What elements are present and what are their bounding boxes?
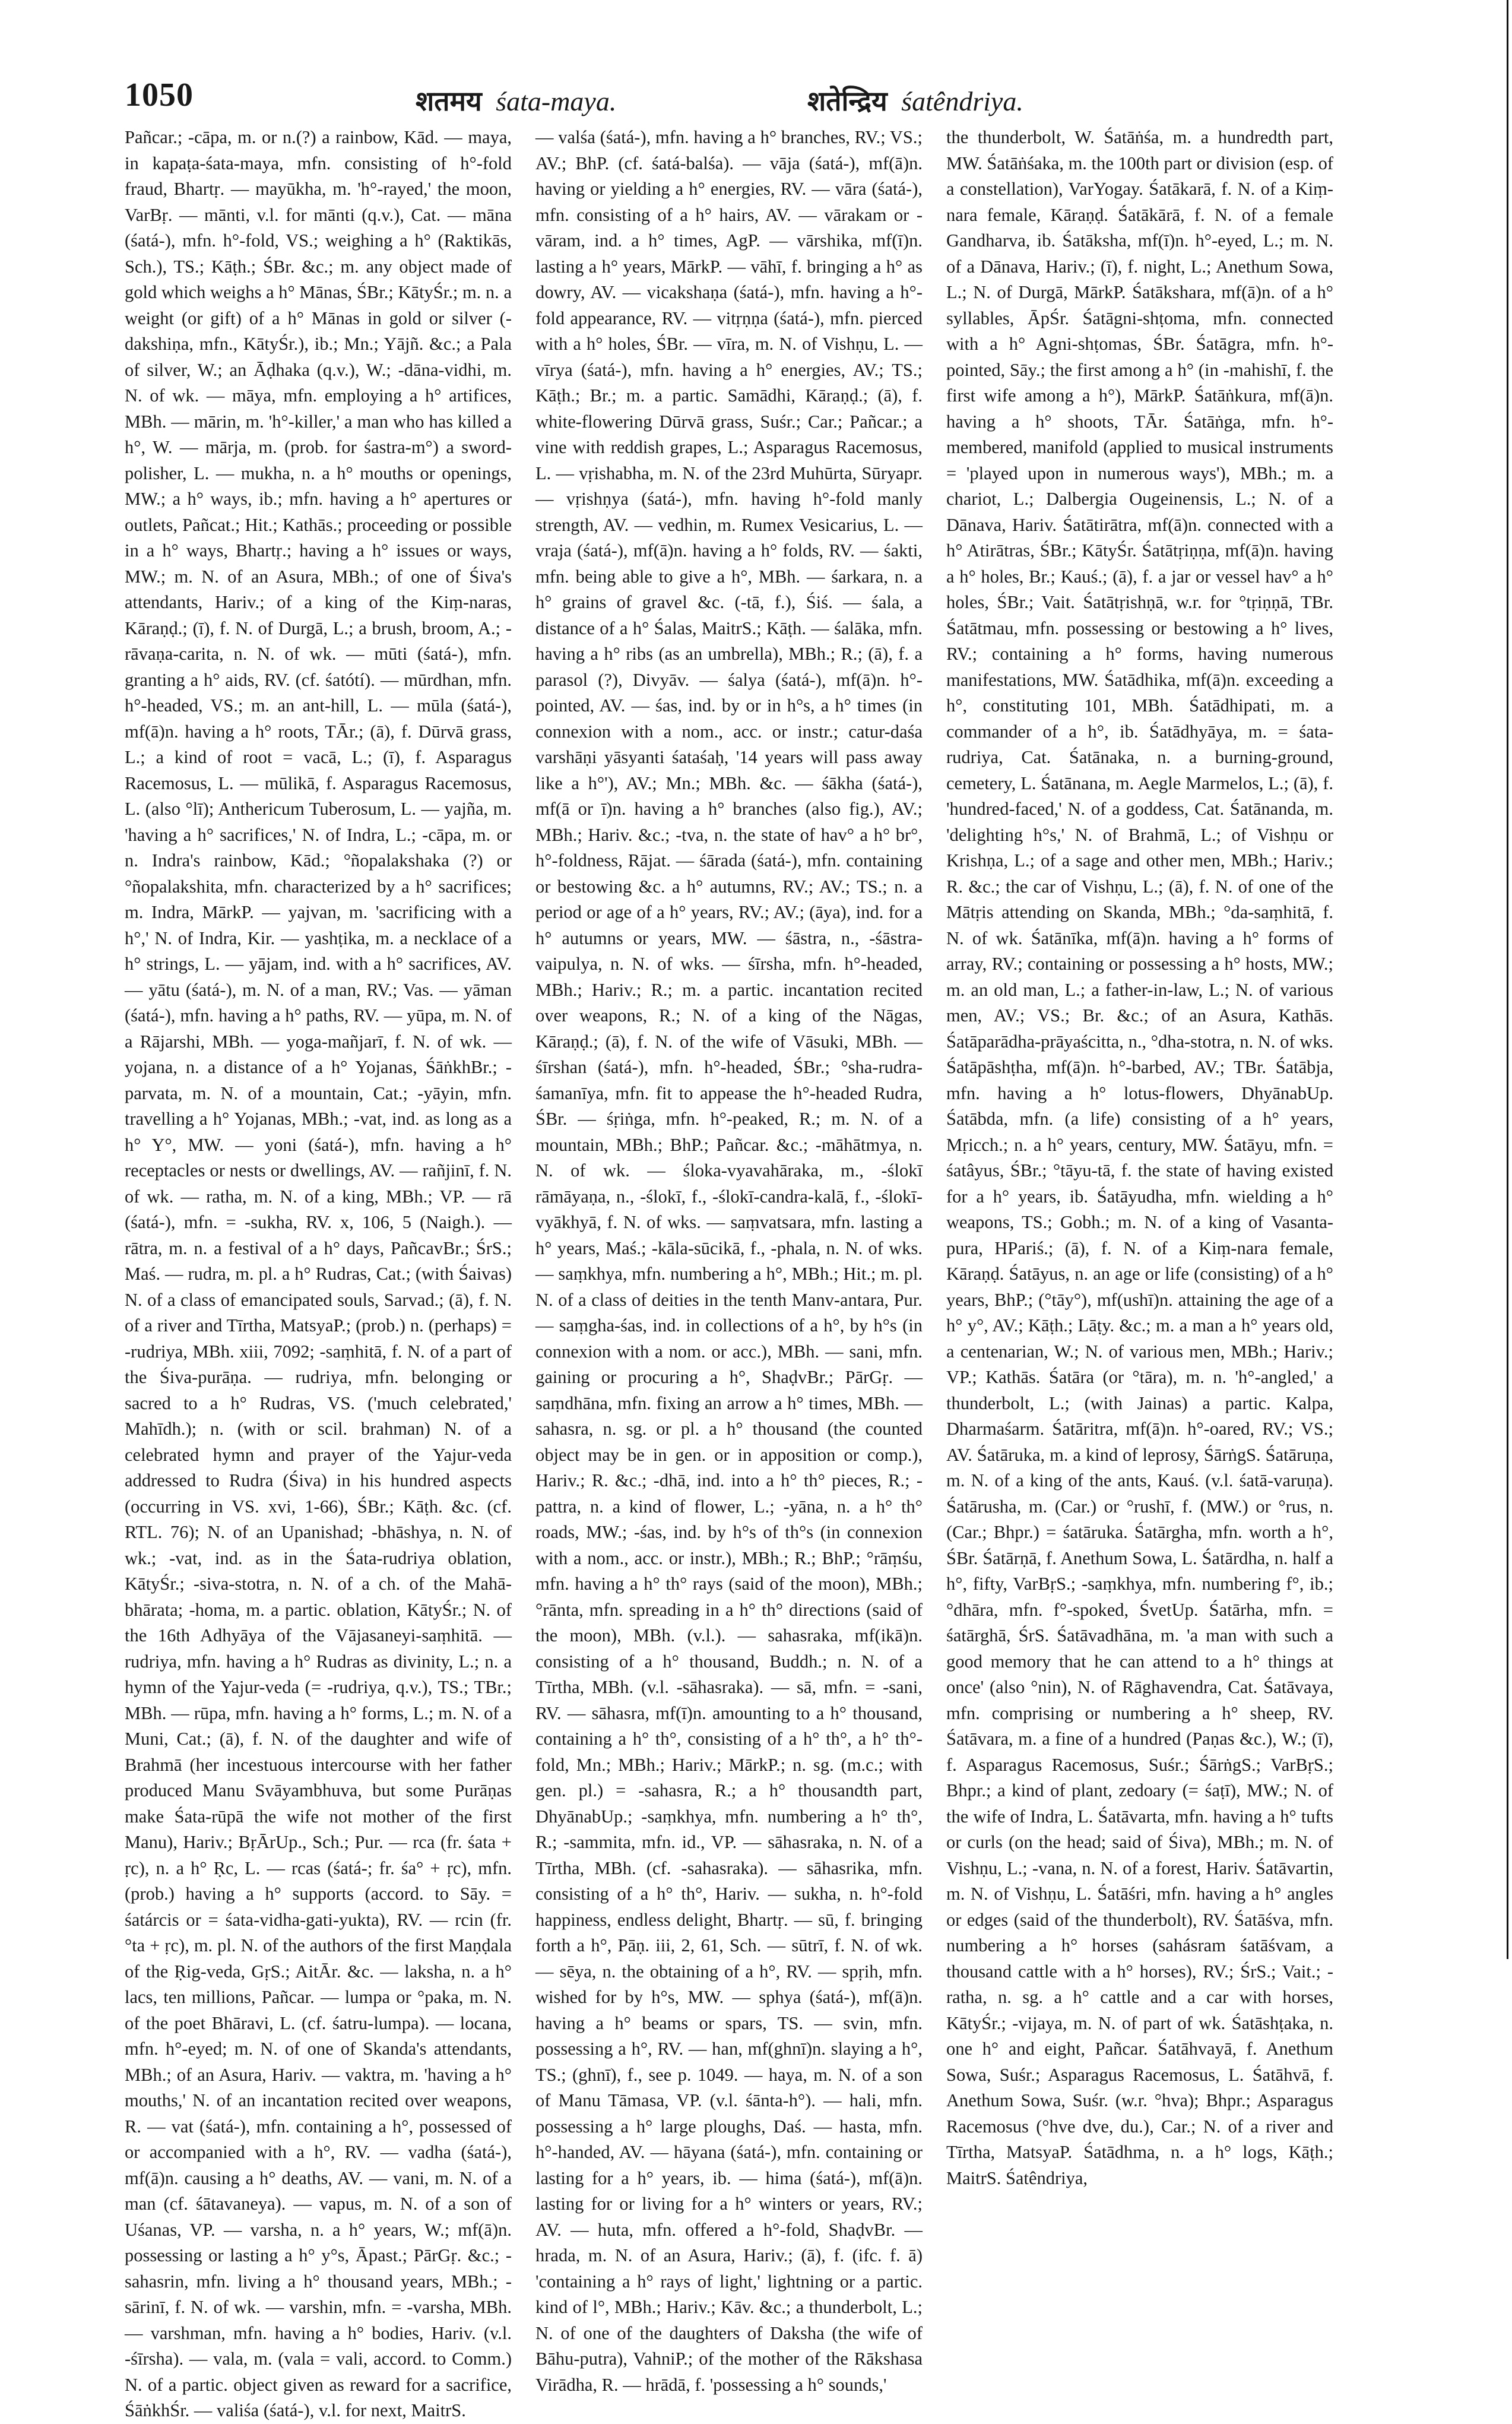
right-headword-roman: śatêndriya.: [901, 86, 1023, 116]
left-running-headword: [416, 82, 616, 119]
text-columns: [125, 125, 1484, 2420]
column-left: [125, 125, 512, 2420]
column-middle-text: — valśa (śatá-), mfn. having a h° branches, RV.; VS.; AV.; BhP. (cf. śatá-balśa). — vāja (śatá-), mf(ā)n. having or yielding a h° energies, RV. — vāra (śatá-), mfn. consisting of a h° hairs, AV. — vārakam or -vāram, ind. a h° times, AgP. — vārshika, mf(ī)n. lasting a h° years, MārkP. — vāhī, f. bringing a h° as dowry, AV. — vicakshaṇa (śatá-), mfn. having a h°-fold appearance, RV. — vitṛṇṇa (śatá-), mfn. pierced with a h° holes, ŚBr. — vīra, m. N. of Vishṇu, L. — vīrya (śatá-), mfn. having a h° energies, AV.; TS.; Kāṭh.; Br.; m. a partic. Samādhi, Kāraṇḍ.; (ā), f. white-flowering Dūrvā grass, Suśr.; Car.; Pañcar.; a vine with reddish grapes, L.; Asparagus Racemosus, L. — vṛishabha, m. N. of the 23rd Muhūrta, Sūryapr. — vṛishṇya (śatá-), mfn. having h°-fold manly strength, AV. — vedhin, m. Rumex Vesicarius, L. — vraja (śatá-), mf(ā)n. having a h° folds, RV. — śakti, mfn. being able to give a h°, MBh. — śarkara, n. a h° grains of gravel &c. (-tā, f.), Śiś. — śala, a distance of a h° Śalas, MaitrS.; Kāṭh. — śalāka, mfn. having a h° ribs (as an umbrella), MBh.; R.; (ā), f. a parasol (?), Divyāv. — śalya (śatá-), mf(ā)n. h°-pointed, AV. — śas, ind. by or in h°s, a h° times (in connexion with a nom., acc. or instr.; catur-daśa varshāṇi yāsyanti śataśaḥ, '14 years will pass away like a h°'), AV.; Mn.; MBh. &c. — śākha (śatá-), mf(ā or ī)n. having a h° branches (also fig.), AV.; MBh.; Hariv. &c.; -tva, n. the state of hav° a h° br°, h°-foldness, Rājat. — śārada (śatá-), mfn. containing or bestowing &c. a h° autumns, RV.; AV.; TS.; n. a period or age of a h° years, RV.; AV.; (āya), ind. for a h° autumns or years, MW. — śāstra, n., -śāstra-vaipulya, n. N. of wks. — śīrsha, mfn. h°-headed, MBh.; Hariv.; R.; m. a partic. incantation recited over weapons, R.; N. of a king of the Nāgas, Kāraṇḍ.; (ā), f. N. of the wife of Vāsuki, MBh. — śīrshan (śatá-), mfn. h°-headed, ŚBr.; °sha-rudra-śamanīya, mfn. fit to appease the h°-headed Rudra, ŚBr. — śṛiṅga, mfn. h°-peaked, R.; m. N. of a mountain, MBh.; BhP.; Pañcar. &c.; -māhātmya, n. N. of wk. — śloka-vyavahāraka, m., -ślokī rāmāyaṇa, n., -ślokī, f., -ślokī-candra-kalā, f., -ślokī-vyākhyā, f. N. of wks. — saṃvatsara, mfn. lasting a h° years, Maś.; -kāla-sūcikā, f., -phala, n. N. of wks. — saṃkhya, mfn. numbering a h°, MBh.; Hit.; m. pl. N. of a class of deities in the tenth Manv-antara, Pur. — saṃgha-śas, ind. in collections of a h°, by h°s (in connexion with a nom. or acc.), MBh. — sani, mfn. gaining or procuring a h°, ShaḍvBr.; PārGṛ. — saṃdhāna, mfn. fixing an arrow a h° times, MBh. — sahasra, n. sg. or pl. a h° thousand (the counted object may be in gen. or in apposition or comp.), Hariv.; R. &c.; -dhā, ind. into a h° th° pieces, R.; -pattra, n. a kind of flower, L.; -yāna, n. a h° th° roads, MW.; -śas, ind. by h°s of th°s (in connexion with a nom., acc. or instr.), MBh.; R.; BhP.; °rāṃśu, mfn. having a h° th° rays (said of the moon), MBh.; °rānta, mfn. spreading in a h° th° directions (said of the moon), MBh. (v.l.). — sahasraka, mf(ikā)n. consisting of a h° thousand, Buddh.; n. N. of a Tīrtha, MBh. (v.l. -sāhasraka). — sā, mfn. = -sani, RV. — sāhasra, mf(ī)n. amounting to a h° thousand, containing a h° th°, consisting of a h° th°, a h° th°-fold, Mn.; MBh.; Hariv.; MārkP.; n. sg. (m.c.; with gen. pl.) = -sahasra, R.; a h° thousandth part, DhyānabUp.; -saṃkhya, mfn. numbering a h° th°, R.; -sammita, mfn. id., VP. — sāhasraka, n. N. of a Tīrtha, MBh. (cf. -sahasraka). — sāhasrika, mfn. consisting of a h° th°, Hariv. — sukha, n. h°-fold happiness, endless delight, Bhartṛ. — sū, f. bringing forth a h°, Pāṇ. iii, 2, 61, Sch. — sūtrī, f. N. of wk. — sēya, n. the obtaining of a h°, RV. — spṛih, mfn. wished for by h°s, MW. — sphya (śatá-), mf(ā)n. having a h° beams or spars, TS. — svin, mfn. possessing a h°, RV. — han, mf(ghnī)n. slaying a h°, TS.; (ghnī), f., see p. 1049. — haya, m. N. of a son of Manu Tāmasa, VP. (v.l. śānta-h°). — hali, mfn. possessing a h° large ploughs, Daś. — hasta, mfn. h°-handed, AV. — hāyana (śatá-), mfn. containing or lasting for a h° years, ib. — hima (śatá-), mf(ā)n. lasting for or living for a h° winters or years, RV.; AV. — huta, mfn. offered a h°-fold, ShaḍvBr. — hrada, m. N. of an Asura, Hariv.; (ā), f. (ifc. f. ā) 'containing a h° rays of light,' lightning or a partic. kind of l°, MBh.; Hariv.; Kāv. &c.; a thunderbolt, L.; N. of one of the daughters of Daksha (the wife of Bāhu-putra), VahniP.; of the mother of the Rākshasa Virādha, R. — hrādā, f. 'possessing a h° sounds,': [535, 127, 923, 2395]
right-running-headword: [807, 82, 1023, 119]
page-number: 1050: [125, 77, 194, 113]
page-header: [119, 71, 1460, 125]
left-headword-devanagari: शतमय: [416, 85, 482, 117]
column-left-text: Pañcar.; -cāpa, m. or n.(?) a rainbow, Kād. — maya, in kapaṭa-śata-maya, mfn. consisting of h°-fold fraud, Bhartṛ. — mayūkha, m. 'h°-rayed,' the moon, VarBṛ. — mānti, v.l. for mānti (q.v.), Cat. — māna (śatá-), mfn. h°-fold, VS.; weighing a h° (Raktikās, Sch.), TS.; Kāṭh.; ŚBr. &c.; m. any object made of gold which weighs a h° Mānas, ŚBr.; KātyŚr.; m. n. a weight (or gift) of a h° Mānas in gold or silver (-dakshiṇa, mfn., KātyŚr.), ib.; Mn.; Yājñ. &c.; a Pala of silver, W.; an Āḍhaka (q.v.), W.; -dāna-vidhi, m. N. of wk. — māya, mfn. employing a h° artifices, MBh. — mārin, m. 'h°-killer,' a man who has killed a h°, W. — mārja, m. (prob. for śastra-m°) a sword-polisher, L. — mukha, n. a h° mouths or openings, MW.; a h° ways, ib.; mfn. having a h° apertures or outlets, Pañcat.; Hit.; Kathās.; proceeding or possible in a h° ways, Bhartṛ.; having a h° issues or ways, MW.; m. N. of an Asura, MBh.; of one of Śiva's attendants, Hariv.; of a king of the Kiṃ-naras, Kāraṇḍ.; (ī), f. N. of Durgā, L.; a brush, broom, A.; -rāvaṇa-carita, n. N. of wk. — mūti (śatá-), mfn. granting a h° aids, RV. (cf. śatótí). — mūrdhan, mfn. h°-headed, VS.; m. an ant-hill, L. — mūla (śatá-), mf(ā)n. having a h° roots, TĀr.; (ā), f. Dūrvā grass, L.; a kind of root = vacā, L.; (ī), f. Asparagus Racemosus, L. — mūlikā, f. Asparagus Racemosus, L. (also °lī); Anthericum Tuberosum, L. — yajña, m. 'having a h° sacrifices,' N. of Indra, L.; -cāpa, m. or n. Indra's rainbow, Kād.; °ñopalakshaka (?) or °ñopalakshita, mfn. characterized by a h° sacrifices; m. Indra, MārkP. — yajvan, m. 'sacrificing with a h°,' N. of Indra, Kir. — yashṭika, m. a necklace of a h° strings, L. — yājam, ind. with a h° sacrifices, AV. — yātu (śatá-), m. N. of a man, RV.; Vas. — yāman (śatá-), mfn. having a h° paths, RV. — yūpa, m. N. of a Rājarshi, MBh. — yoga-mañjarī, f. N. of wk. — yojana, n. a distance of a h° Yojanas, ŚāṅkhBr.; -parvata, m. N. of a mountain, Cat.; -yāyin, mfn. travelling a h° Yojanas, MBh.; -vat, ind. as long as a h° Y°, MW. — yoni (śatá-), mfn. having a h° receptacles or nests or dwellings, AV. — rañjinī, f. N. of wk. — ratha, m. N. of a king, MBh.; VP. — rā (śatá-), mfn. = -sukha, RV. x, 106, 5 (Naigh.). — rātra, m. n. a festival of a h° days, PañcavBr.; ŚrS.; Maś. — rudra, m. pl. a h° Rudras, Cat.; (with Śaivas) N. of a class of emancipated souls, Sarvad.; (ā), f. N. of a river and Tīrtha, MatsyaP.; (prob.) n. (perhaps) = -rudriya, MBh. xiii, 7092; -saṃhitā, f. N. of a part of the Śiva-purāṇa. — rudriya, mfn. belonging or sacred to a h° Rudras, VS. ('much celebrated,' Mahīdh.); n. (with or scil. brahman) N. of a celebrated hymn and prayer of the Yajur-veda addressed to Rudra (Śiva) in his hundred aspects (occurring in VS. xvi, 1-66), ŚBr.; Kāṭh. &c. (cf. RTL. 76); N. of an Upanishad; -bhāshya, n. N. of wk.; -vat, ind. as in the Śata-rudriya oblation, KātyŚr.; -siva-stotra, n. N. of a ch. of the Mahā-bhārata; -homa, m. a partic. oblation, KātyŚr.; N. of the 16th Adhyāya of the Vājasaneyi-saṃhitā. — rudriya, mfn. having a h° Rudras as divinity, L.; n. a hymn of the Yajur-veda (= -rudriya, q.v.), TS.; TBr.; MBh. — rūpa, mfn. having a h° forms, L.; m. N. of a Muni, Cat.; (ā), f. N. of the daughter and wife of Brahmā (her incestuous intercourse with her father produced Manu Svāyambhuva, but some Purāṇas make Śata-rūpā the wife not mother of the first Manu), Hariv.; BṛĀrUp., Sch.; Pur. — rca (fr. śata + ṛc), n. a h° Ṛc, L. — rcas (śatá-; fr. śa° + ṛc), mfn. (prob.) having a h° supports (accord. to Sāy. = śatárcis or = śata-vidha-gati-yukta), RV. — rcin (fr. °ta + ṛc), m. pl. N. of the authors of the first Maṇḍala of the Ṛig-veda, GṛS.; AitĀr. &c. — laksha, n. a h° lacs, ten millions, Pañcar. — lumpa or °paka, m. N. of the poet Bhāravi, L. (cf. śatru-lumpa). — locana, mfn. h°-eyed; m. N. of one of Skanda's attendants, MBh.; of an Asura, Hariv. — vaktra, m. 'having a h° mouths,' N. of an incantation recited over weapons, R. — vat (śatá-), mfn. containing a h°, possessed of or accompanied with a h°, RV. — vadha (śatá-), mf(ā)n. causing a h° deaths, AV. — vani, m. N. of a man (cf. śātavaneya). — vapus, m. N. of a son of Uśanas, VP. — varsha, n. a h° years, W.; mf(ā)n. possessing or lasting a h° y°s, Āpast.; PārGṛ. &c.; -sahasrin, mfn. living a h° thousand years, MBh.; -sārinī, f. N. of wk. — varshin, mfn. = -varsha, MBh. — varshman, mfn. having a h° bodies, Hariv. (v.l. -śīrsha). — vala, m. (vala = vali, accord. to Comm.) N. of a partic. object given as reward for a sacrifice, ŚāṅkhŚr. — valiśa (śatá-), v.l. for next, MaitrS.: [125, 127, 512, 2420]
page-edge-rule: [1507, 0, 1508, 1959]
right-headword-devanagari: शतेन्द्रिय: [807, 85, 887, 117]
left-headword-roman: śata-maya.: [496, 86, 617, 116]
column-middle: [535, 125, 923, 2395]
column-right: [946, 125, 1333, 2188]
column-right-text: the thunderbolt, W. Śatāṅśa, m. a hundredth part, MW. Śatāṅśaka, m. the 100th part or division (esp. of a constellation), VarYogay. Śatākarā, f. N. of a Kiṃ-nara female, Kāraṇḍ. Śatākārā, f. N. of a female Gandharva, ib. Śatāksha, mf(ī)n. h°-eyed, L.; m. N. of a Dānava, Hariv.; (ī), f. night, L.; Anethum Sowa, L.; N. of Durgā, MārkP. Śatākshara, mf(ā)n. of a h° syllables, ĀpŚr. Śatāgni-shṭoma, mfn. connected with a h° Agni-shṭomas, ŚBr. Śatāgra, mfn. h°-pointed, Sāy.; the first among a h° (in -mahishī, f. the first wife among a h°), MārkP. Śatāṅkura, mf(ā)n. having a h° shoots, TĀr. Śatāṅga, mfn. h°-membered, manifold (applied to musical instruments = 'played upon in numerous ways'), MBh.; m. a chariot, L.; Dalbergia Ougeinensis, L.; N. of a Dānava, Hariv. Śatātirātra, mf(ā)n. connected with a h° Atirātras, ŚBr.; KātyŚr. Śatātṛiṇṇa, mf(ā)n. having a h° holes, Br.; Kauś.; (ā), f. a jar or vessel hav° a h° holes, ŚBr.; Vait. Śatātṛishṇā, w.r. for °tṛiṇṇā, TBr. Śatātmau, mfn. possessing or bestowing a h° lives, RV.; containing a h° forms, having numerous manifestations, MW. Śatādhika, mf(ā)n. exceeding a h°, constituting 101, MBh. Śatādhipati, m. a commander of a h°, ib. Śatādhyāya, m. = śata-rudriya, Cat. Śatānaka, n. a burning-ground, cemetery, L. Śatānana, m. Aegle Marmelos, L.; (ā), f. 'hundred-faced,' N. of a goddess, Cat. Śatānanda, m. 'delighting h°s,' N. of Brahmā, L.; of Vishṇu or Krishṇa, L.; of a sage and other men, MBh.; Hariv.; R. &c.; the car of Vishṇu, L.; (ā), f. N. of one of the Mātṛis attending on Skanda, MBh.; °da-saṃhitā, f. N. of wk. Śatānīka, mf(ā)n. having a h° forms of array, RV.; containing or possessing a h° hosts, MW.; m. an old man, L.; a father-in-law, L.; N. of various men, AV.; VS.; Br. &c.; of an Asura, Kathās. Śatāparādha-prāyaścitta, n., °dha-stotra, n. N. of wks. Śatāpāshṭha, mf(ā)n. h°-barbed, AV.; TBr. Śatābja, mfn. having a h° lotus-flowers, DhyānabUp. Śatābda, mfn. (a life) consisting of a h° years, Mṛicch.; n. a h° years, century, MW. Śatāyu, mfn. = śatâyus, ŚBr.; °tāyu-tā, f. the state of having existed for a h° years, ib. Śatāyudha, mfn. wielding a h° weapons, TS.; Gobh.; m. N. of a king of Vasanta-pura, HPariś.; (ā), f. N. of a Kiṃ-nara female, Kāraṇḍ. Śatāyus, n. an age or life (consisting) of a h° years, BhP.; (°tāy°), mf(ushī)n. attaining the age of a h° y°, AV.; Kāṭh.; Lāṭy. &c.; m. a man a h° years old, a centenarian, W.; N. of various men, MBh.; Hariv.; VP.; Kathās. Śatāra (or °tāra), m. n. 'h°-angled,' a thunderbolt, L.; (with Jainas) a partic. Kalpa, Dharmaśarm. Śatāritra, mf(ā)n. h°-oared, RV.; VS.; AV. Śatāruka, m. a kind of leprosy, ŚārṅgS. Śatāruṇa, m. N. of a king of the ants, Kauś. (v.l. śatā-varuṇa). Śatārusha, m. (Car.) or °rushī, f. (MW.) or °rus, n. (Car.; Bhpr.) = śatāruka. Śatārgha, mfn. worth a h°, ŚBr. Śatārṇā, f. Anethum Sowa, L. Śatārdha, n. half a h°, fifty, VarBṛS.; -saṃkhya, mfn. numbering f°, ib.; °dhāra, mfn. f°-spoked, ŚvetUp. Śatārha, mfn. = śatārghā, ŚrS. Śatāvadhāna, m. 'a man with such a good memory that he can attend to a h° things at once' (also °nin), N. of Rāghavendra, Cat. Śatāvaya, mfn. comprising or numbering a h° sheep, RV. Śatāvara, m. a fine of a hundred (Paṇas &c.), W.; (ī), f. Asparagus Racemosus, Suśr.; ŚārṅgS.; VarBṛS.; Bhpr.; a kind of plant, zedoary (= śaṭī), MW.; N. of the wife of Indra, L. Śatāvarta, mfn. having a h° tufts or curls (on the head; said of Śiva), MBh.; m. N. of Vishṇu, L.; -vana, n. N. of a forest, Hariv. Śatāvartin, m. N. of Vishṇu, L. Śatāśri, mfn. having a h° angles or edges (said of the thunderbolt), RV. Śatāśva, mfn. numbering a h° horses (sahásram śatāśvam, a thousand cattle with a h° horses), RV.; ŚrS.; Vait.; -ratha, n. sg. a h° cattle and a car with horses, KātyŚr.; -vijaya, m. N. of part of wk. Śatāshṭaka, n. one h° and eight, Pañcar. Śatāhvayā, f. Anethum Sowa, Suśr.; Asparagus Racemosus, L. Śatāhvā, f. Anethum Sowa, Suśr. (w.r. °hva); Bhpr.; Asparagus Racemosus (°hve dve, du.), Car.; N. of a river and Tīrtha, MatsyaP. Śatādhma, n. a h° logs, Kāṭh.; MaitrS. Śatêndriya,: [946, 127, 1333, 2188]
